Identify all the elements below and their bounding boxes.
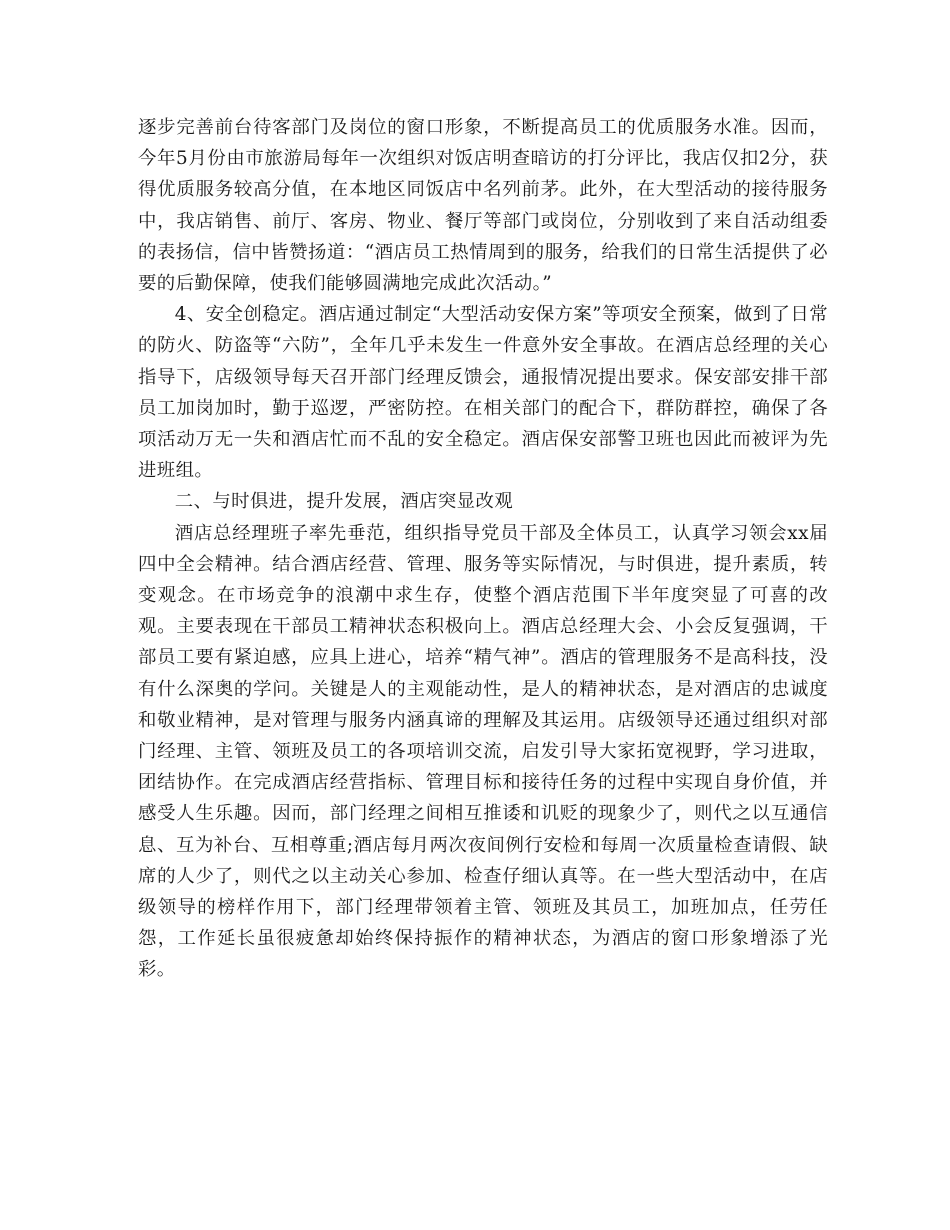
paragraph-hotel-improvement: 酒店总经理班子率先垂范，组织指导党员干部及全体员工，认真学习领会xx届四中全会精神。结合酒店经营、管理、服务等实际情况，与时俱进，提升素质，转变观念。在市场竞争的浪潮中求生存，使整个酒店范围下半年度突显了可喜的改观。主要表现在干部员工精神状态积极向上。酒店总经理大会、小会反复强调，干部员工要有紧迫感，应具上进心，培养“精气神”。酒店的管理服务不是高科技，没有什么深奥的学问。关键是人的主观能动性，是人的精神状态，是对酒店的忠诚度和敬业精神，是对管理与服务内涵真谛的理解及其运用。店级领导还通过组织对部门经理、主管、领班及员工的各项培训交流，启发引导大家拓宽视野，学习进取，团结协作。在完成酒店经营指标、管理目标和接待任务的过程中实现自身价值，并感受人生乐趣。因而，部门经理之间相互推诿和讥贬的现象少了，则代之以互通信息、互为补台、互相尊重;酒店每月两次夜间例行安检和每周一次质量检查请假、缺席的人少了，则代之以主动关心参加、检查仔细认真等。在一些大型活动中，在店级领导的榜样作用下，部门经理带领着主管、领班及其员工，加班加点，任劳任怨，工作延长虽很疲惫却始终保持振作的精神状态，为酒店的窗口形象增添了光彩。 — [138, 522, 828, 981]
section-heading-progress: 二、与时俱进，提升发展，酒店突显改观 — [174, 491, 514, 513]
paragraph-safety-stability: 4、安全创稳定。酒店通过制定“大型活动安保方案”等项安全预案，做到了日常的防火、防盗等“六防”，全年几乎未发生一件意外安全事故。在酒店总经理的关心指导下，店级领导每天召开部门经理反馈会，通报情况提出要求。保安部安排干部员工加岗加时，勤于巡逻，严密防控。在相关部门的配合下，群防群控，确保了各项活动万无一失和酒店忙而不乱的安全稳定。酒店保安部警卫班也因此而被评为先进班组。 — [138, 304, 828, 482]
document-page — [138, 112, 828, 986]
paragraph-service-quality: 逐步完善前台待客部门及岗位的窗口形象，不断提高员工的优质服务水准。因而，今年5月份由市旅游局每年一次组织对饭店明查暗访的打分评比，我店仅扣2分，获得优质服务较高分值，在本地区同饭店中名列前茅。此外，在大型活动的接待服务中，我店销售、前厅、客房、物业、餐厅等部门或岗位，分别收到了来自活动组委的表扬信，信中皆赞扬道：“酒店员工热情周到的服务，给我们的日常生活提供了必要的后勤保障，使我们能够圆满地完成此次活动。” — [138, 117, 828, 295]
